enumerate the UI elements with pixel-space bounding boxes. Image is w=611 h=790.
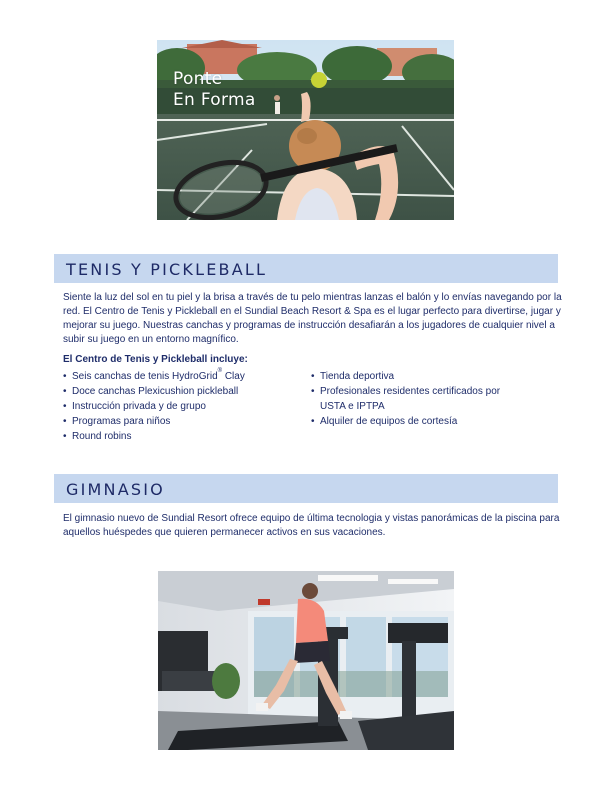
list-item: • Round robins xyxy=(63,429,293,444)
list-item: • Programas para niños xyxy=(63,414,293,429)
gym-photo xyxy=(158,571,454,750)
list-item-text-suffix: Clay xyxy=(222,371,245,382)
tenis-paragraph: Siente la luz del sol en tu piel y la brisa a través de tu pelo mientras lanzas el balón y lo envías navegando por la red. El Centro de Tenis y Pickleball en el Sundial Beach Resort & Spa es el lugar perfecto para divertirse, jugar y mejorar su juego. Nuestras canchas y programas de instrucción desafiarán a los jugadores de cualquier nivel a subir su juego en un entorno magnífico. xyxy=(63,292,562,345)
hero-title-line-1: Ponte xyxy=(173,69,223,89)
tennis-photo-illustration xyxy=(157,40,454,220)
tenis-heading-band xyxy=(54,254,558,283)
hero-title-line-2: En Forma xyxy=(173,90,256,110)
tenis-features-list-left xyxy=(63,369,293,444)
gym-paragraph: El gimnasio nuevo de Sundial Resort ofrece equipo de última tecnologia y vistas panorámicas de la piscina para aquellos huéspedes que quieren permanecer activos en sus vacaciones. xyxy=(63,513,560,538)
tenis-includes-title: El Centro de Tenis y Pickleball incluye: xyxy=(63,354,248,365)
gym-photo-illustration xyxy=(158,571,454,750)
gym-heading-band xyxy=(54,474,558,503)
tennis-photo xyxy=(157,40,454,220)
list-item-text: Seis canchas de tenis HydroGrid xyxy=(72,371,218,382)
tenis-heading: TENIS Y PICKLEBALL xyxy=(66,260,268,279)
tenis-features-list-right xyxy=(311,369,531,429)
registered-mark: ® xyxy=(217,368,223,374)
list-item: • Tienda deportiva xyxy=(311,369,531,384)
gym-heading: GIMNASIO xyxy=(66,480,165,499)
list-item: • Instrucción privada y de grupo xyxy=(63,399,293,414)
list-item: • Alquiler de equipos de cortesía xyxy=(311,414,531,429)
hero-title xyxy=(173,69,256,111)
list-item: • Profesionales residentes certificados por USTA e IPTPA xyxy=(311,384,510,414)
list-item xyxy=(63,369,293,384)
list-item: • Doce canchas Plexicushion pickleball xyxy=(63,384,293,399)
